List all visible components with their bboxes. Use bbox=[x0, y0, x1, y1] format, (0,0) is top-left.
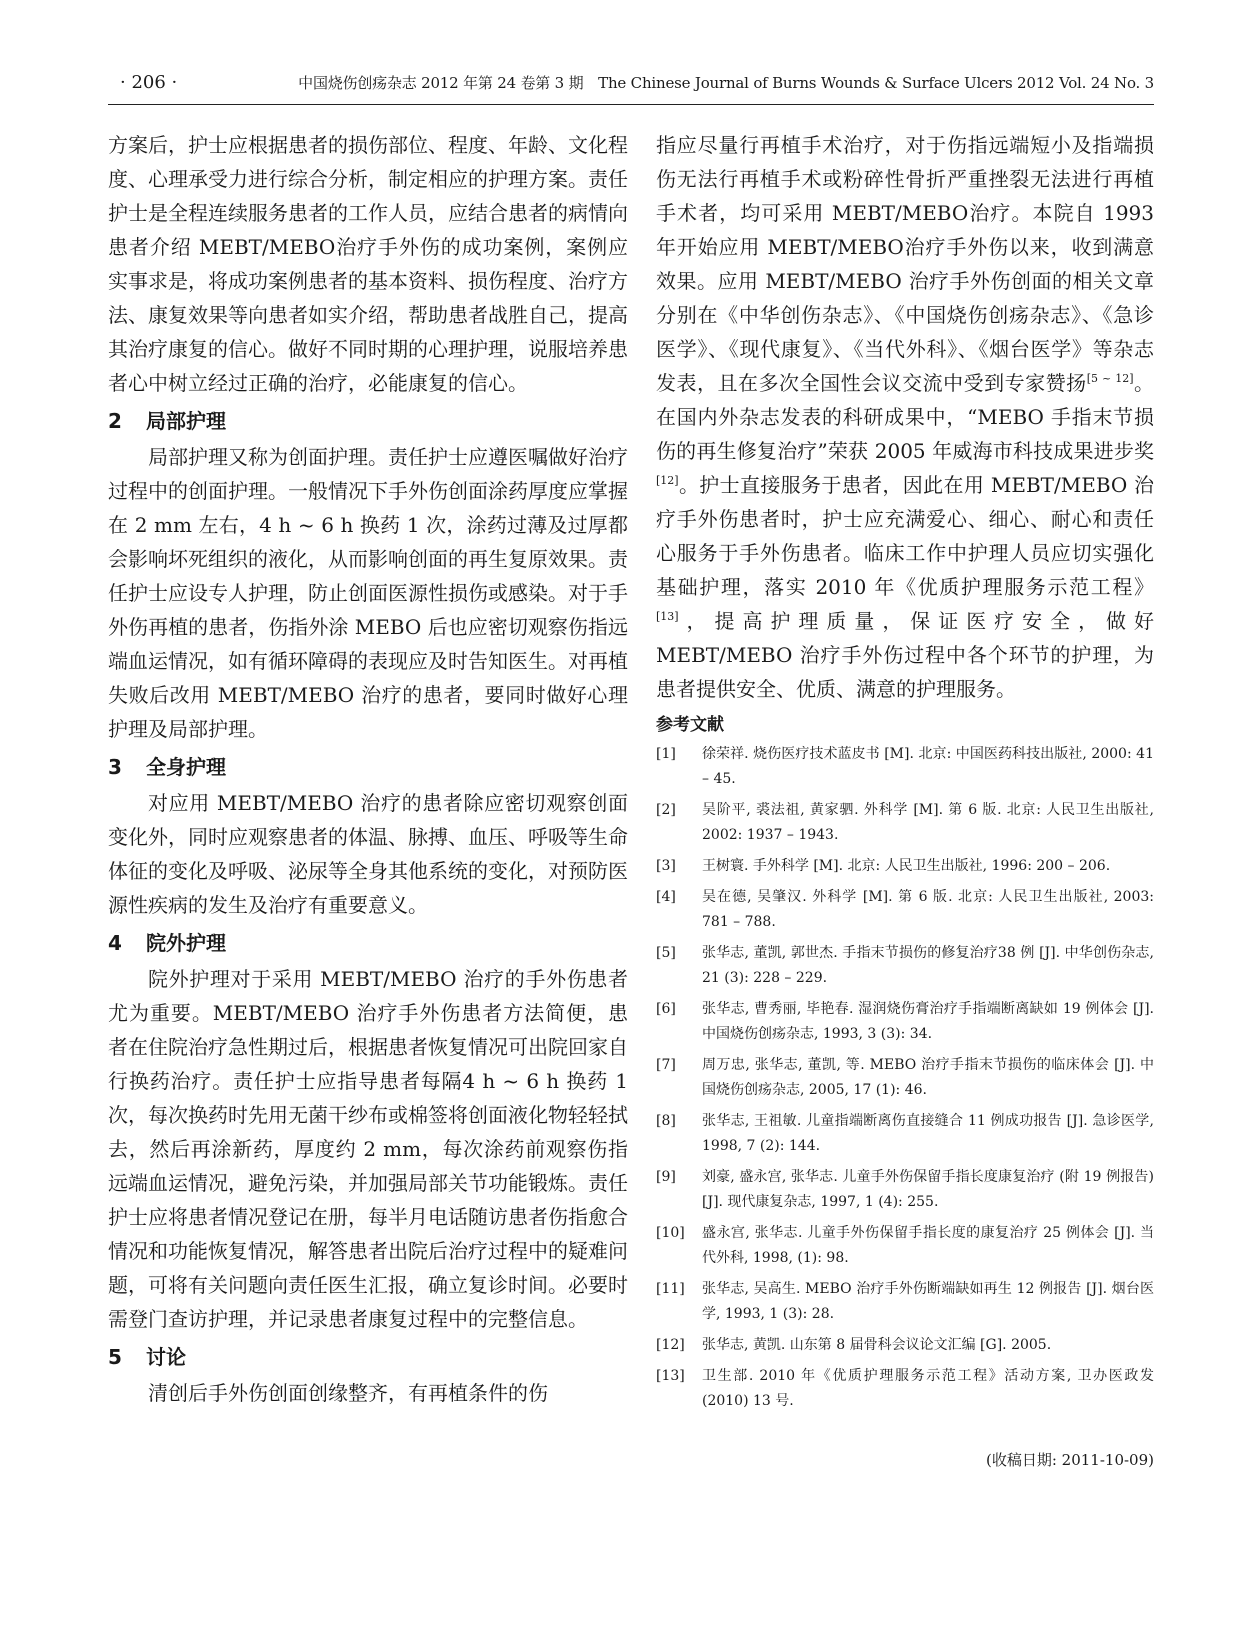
citation: [5 ~ 12] bbox=[1086, 372, 1134, 385]
reference-number: [2] bbox=[656, 802, 676, 818]
reference-number: [9] bbox=[656, 1169, 676, 1185]
reference-item bbox=[656, 742, 1154, 792]
paragraph: 局部护理又称为创面护理。责任护士应遵医嘱做好治疗过程中的创面护理。一般情况下手外伤创面涂药厚度应掌握在 2 mm 左右，4 h ~ 6 h 换药 1 次，涂药过薄及过厚都会影响坏死组织的液化，从而影响创面的再生复原效果。责任护士应设专人护理，防止创面医源性损伤或感染。对于手外伤再植的患者，伤指外涂 MEBO 后也应密切观察伤指远端血运情况，如有循环障碍的表现应及时告知医生。对再植失败后改用 MEBT/MEBO 治疗的患者，要同时做好心理护理及局部护理。 bbox=[108, 445, 628, 741]
running-header bbox=[108, 70, 1154, 105]
reference-number: [4] bbox=[656, 889, 676, 905]
reference-text: 王树寰. 手外科学 [M]. 北京: 人民卫生出版社, 1996: 200 – 206. bbox=[702, 858, 1111, 874]
references-heading: 参考文献 bbox=[656, 715, 724, 735]
right-column bbox=[656, 128, 1154, 1472]
reference-item bbox=[656, 941, 1154, 991]
section-title: 局部护理 bbox=[146, 409, 226, 433]
section-title: 讨论 bbox=[146, 1345, 186, 1369]
reference-number: [1] bbox=[656, 746, 676, 762]
left-column bbox=[108, 128, 628, 1410]
reference-number: [11] bbox=[656, 1281, 685, 1297]
reference-text: 张华志, 王祖敏. 儿童指端断离伤直接缝合 11 例成功报告 [J]. 急诊医学, 1998, 7 (2): 144. bbox=[702, 1113, 1154, 1154]
reference-number: [10] bbox=[656, 1225, 685, 1241]
received-date: (收稿日期: 2011-10-09) bbox=[985, 1451, 1154, 1469]
reference-text: 刘豪, 盛永宫, 张华志. 儿童手外伤保留手指长度康复治疗 (附 19 例报告) [J]. 现代康复杂志, 1997, 1 (4): 255. bbox=[702, 1169, 1154, 1210]
citation: [13] bbox=[656, 610, 679, 623]
reference-item bbox=[656, 798, 1154, 848]
reference-text: 张华志, 吴高生. MEBO 治疗手外伤断端缺如再生 12 例报告 [J]. 烟台医学, 1993, 1 (3): 28. bbox=[702, 1281, 1154, 1322]
reference-text: 周万忠, 张华志, 董凯, 等. MEBO 治疗手指末节损伤的临床体会 [J]. 中国烧伤创疡杂志, 2005, 17 (1): 46. bbox=[702, 1057, 1154, 1098]
reference-item bbox=[656, 997, 1154, 1047]
section-number: 4 bbox=[108, 931, 122, 955]
section-title: 全身护理 bbox=[146, 755, 226, 779]
reference-item bbox=[656, 885, 1154, 935]
text-run: 。护士直接服务于患者，因此在用 MEBT/MEBO 治疗手外伤患者时，护士应充满爱心、细心、耐心和责任心服务于手外伤患者。临床工作中护理人员应切实强化基础护理，落实 2010 年《优质护理服务示范工程》 bbox=[656, 473, 1154, 599]
reference-text: 张华志, 黄凯. 山东第 8 届骨科会议论文汇编 [G]. 2005. bbox=[702, 1337, 1052, 1353]
section-number: 3 bbox=[108, 755, 122, 779]
reference-text: 吴阶平, 裘法祖, 黄家驷. 外科学 [M]. 第 6 版. 北京: 人民卫生出版社, 2002: 1937 – 1943. bbox=[702, 802, 1154, 843]
reference-number: [7] bbox=[656, 1057, 676, 1073]
text-run: 指应尽量行再植手术治疗，对于伤指远端短小及指端损伤无法行再植手术或粉碎性骨折严重挫裂无法进行再植手术者，均可采用 MEBT/MEBO治疗。本院自 1993 年开始应用 MEBT/MEBO治疗手外伤以来，收到满意效果。应用 MEBT/MEBO 治疗手外伤创面的相关文章分别在《中华创伤杂志》、《中国烧伤创疡杂志》、《急诊医学》、《现代康复》、《当代外科》、《烟台医学》等杂志发表，且在多次全国性会议交流中受到专家赞扬 bbox=[656, 133, 1154, 395]
reference-number: [5] bbox=[656, 945, 676, 961]
section-heading-2 bbox=[108, 404, 628, 438]
section-heading-5 bbox=[108, 1340, 628, 1374]
reference-text: 徐荣祥. 烧伤医疗技术蓝皮书 [M]. 北京: 中国医药科技出版社, 2000: 41 – 45. bbox=[702, 746, 1154, 787]
reference-text: 吴在德, 吴肇汉. 外科学 [M]. 第 6 版. 北京: 人民卫生出版社, 2003: 781 – 788. bbox=[702, 889, 1154, 930]
reference-item bbox=[656, 1277, 1154, 1327]
reference-item bbox=[656, 1333, 1154, 1358]
reference-number: [3] bbox=[656, 858, 676, 874]
reference-item bbox=[656, 1165, 1154, 1215]
reference-text: 卫生部. 2010 年《优质护理服务示范工程》活动方案, 卫办医政发 (2010) 13 号. bbox=[702, 1368, 1154, 1409]
reference-list bbox=[656, 742, 1154, 1414]
section-number: 2 bbox=[108, 409, 122, 433]
reference-number: [12] bbox=[656, 1337, 685, 1353]
reference-text: 张华志, 曹秀丽, 毕艳春. 湿润烧伤膏治疗手指端断离缺如 19 例体会 [J]. 中国烧伤创疡杂志, 1993, 3 (3): 34. bbox=[702, 1001, 1154, 1042]
section-number: 5 bbox=[108, 1345, 122, 1369]
paragraph: 方案后，护士应根据患者的损伤部位、程度、年龄、文化程度、心理承受力进行综合分析，制定相应的护理方案。责任护士是全程连续服务患者的工作人员，应结合患者的病情向患者介绍 MEBT/MEBO治疗手外伤的成功案例，案例应实事求是，将成功案例患者的基本资料、损伤程度、治疗方法、康复效果等向患者如实介绍，帮助患者战胜自己，提高其治疗康复的信心。做好不同时期的心理护理，说服培养患者心中树立经过正确的治疗，必能康复的信心。 bbox=[108, 133, 628, 395]
paragraph: 清创后手外伤创面创缘整齐，有再植条件的伤 bbox=[148, 1381, 548, 1405]
paragraph: 院外护理对于采用 MEBT/MEBO 治疗的手外伤患者尤为重要。MEBT/MEBO 治疗手外伤患者方法简便，患者在住院治疗急性期过后，根据患者恢复情况可出院回家自行换药治疗。责任护士应指导患者每隔4 h ~ 6 h 换药 1 次，每次换药时先用无菌干纱布或棉签将创面液化物轻轻拭去，然后再涂新药，厚度约 2 mm，每次涂药前观察伤指远端血运情况，避免污染，并加强局部关节功能锻炼。责任护士应将患者情况登记在册，每半月电话随访患者伤指愈合情况和功能恢复情况，解答患者出院后治疗过程中的疑难问题，可将有关问题向责任医生汇报，确立复诊时间。必要时需登门查访护理，并记录患者康复过程中的完整信息。 bbox=[108, 967, 628, 1331]
reference-item bbox=[656, 1364, 1154, 1414]
text-run: ，提高护理质量，保证医疗安全，做好 MEBT/MEBO 治疗手外伤过程中各个环节的护理，为患者提供安全、优质、满意的护理服务。 bbox=[656, 609, 1154, 701]
journal-title: 中国烧伤创疡杂志 2012 年第 24 卷第 3 期 The Chinese Journal of Burns Wounds & Surface Ulcers 2012 Vol. 24 No. 3 bbox=[298, 74, 1154, 92]
reference-number: [6] bbox=[656, 1001, 676, 1017]
reference-item bbox=[656, 1221, 1154, 1271]
reference-text: 张华志, 董凯, 郭世杰. 手指末节损伤的修复治疗38 例 [J]. 中华创伤杂志, 21 (3): 228 – 229. bbox=[702, 945, 1154, 986]
reference-text: 盛永宫, 张华志. 儿童手外伤保留手指长度的康复治疗 25 例体会 [J]. 当代外科, 1998, (1): 98. bbox=[702, 1225, 1154, 1266]
text-run: 。在国内外杂志发表的科研成果中，“MEBO 手指末节损伤的再生修复治疗”荣获 2005 年威海市科技成果进步奖 bbox=[656, 371, 1155, 463]
reference-number: [8] bbox=[656, 1113, 676, 1129]
page-number: · 206 · bbox=[120, 72, 178, 93]
paragraph: 对应用 MEBT/MEBO 治疗的患者除应密切观察创面变化外，同时应观察患者的体温、脉搏、血压、呼吸等生命体征的变化及呼吸、泌尿等全身其他系统的变化，对预防医源性疾病的发生及治疗有重要意义。 bbox=[108, 791, 628, 917]
section-heading-3 bbox=[108, 750, 628, 784]
section-heading-4 bbox=[108, 926, 628, 960]
citation: [12] bbox=[656, 474, 679, 487]
reference-item bbox=[656, 854, 1154, 879]
reference-item bbox=[656, 1053, 1154, 1103]
reference-item bbox=[656, 1109, 1154, 1159]
section-title: 院外护理 bbox=[146, 931, 226, 955]
paragraph bbox=[656, 128, 1154, 706]
reference-number: [13] bbox=[656, 1368, 685, 1384]
